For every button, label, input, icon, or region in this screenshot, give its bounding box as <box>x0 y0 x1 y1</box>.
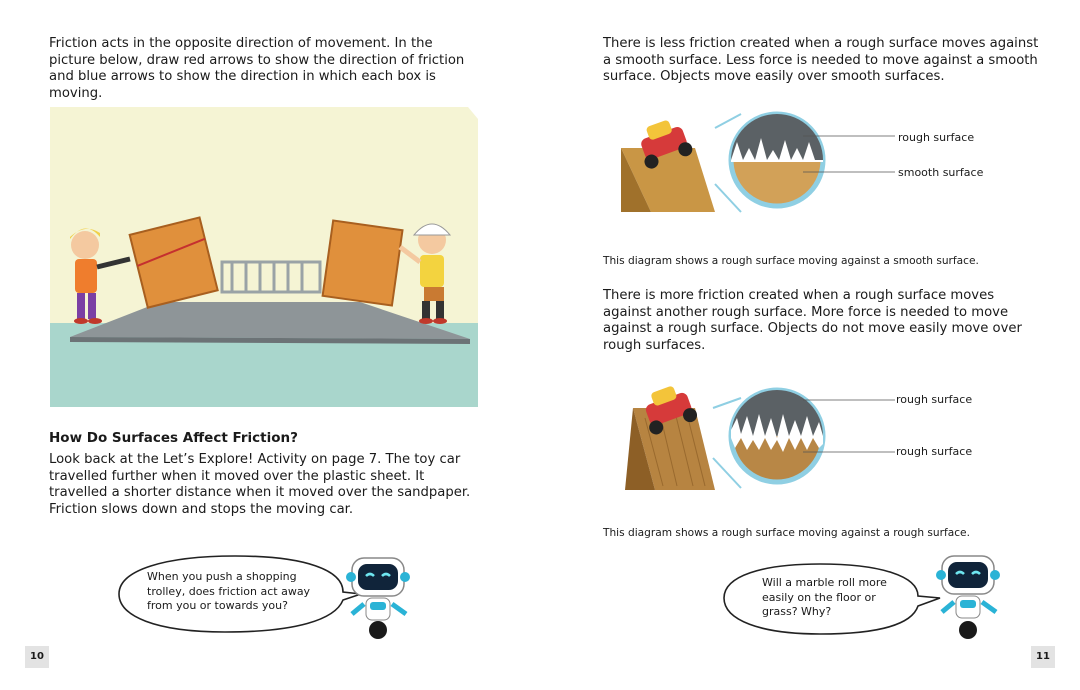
diagram1-bottom-label: smooth surface <box>898 166 984 179</box>
page-number-left: 10 <box>25 646 49 668</box>
caption2: This diagram shows a rough surface moving against a rough surface. <box>603 527 970 539</box>
caption1: This diagram shows a rough surface moving against a smooth surface. <box>603 255 979 267</box>
rough-vs-rough-diagram <box>605 378 905 498</box>
section-heading: How Do Surfaces Affect Friction? <box>49 430 298 446</box>
left-intro-text: Friction acts in the opposite direction of movement. In the picture below, draw red arrows to show the direction of friction and blue arrows to show the direction in which each box is moving. <box>49 36 465 101</box>
rough-vs-smooth-diagram <box>605 108 905 220</box>
left-body-text: Look back at the Let’s Explore! Activity on page 7. The toy car travelled further when it moved over the plastic sheet. It travelled a shorter distance when it moved over the sandpaper. Friction slows down and stops the moving car. <box>49 452 471 517</box>
left-bubble-text: When you push a shopping trolley, does friction act away from you or towards you? <box>147 570 311 612</box>
right-intro2-text: There is more friction created when a rough surface moves against another rough surface. More force is needed to move against a rough surface. Objects do not move easily move over rough surfaces. <box>603 288 1022 353</box>
right-intro1-text: There is less friction created when a rough surface moves against a smooth surface. Less force is needed to move against a smooth surface. Objects move easily over smooth surfaces. <box>603 36 1039 85</box>
diagram1-top-label: rough surface <box>898 131 975 144</box>
robot-mascot-left <box>346 552 416 644</box>
diagram2-top-label: rough surface <box>896 393 973 406</box>
page-number-right: 11 <box>1031 646 1055 668</box>
right-bubble-text: Will a marble roll more easily on the floor or grass? Why? <box>762 576 887 618</box>
diagram2-bottom-label: rough surface <box>896 445 973 458</box>
robot-mascot-right <box>936 550 1006 642</box>
friction-boxes-illustration <box>50 107 478 407</box>
